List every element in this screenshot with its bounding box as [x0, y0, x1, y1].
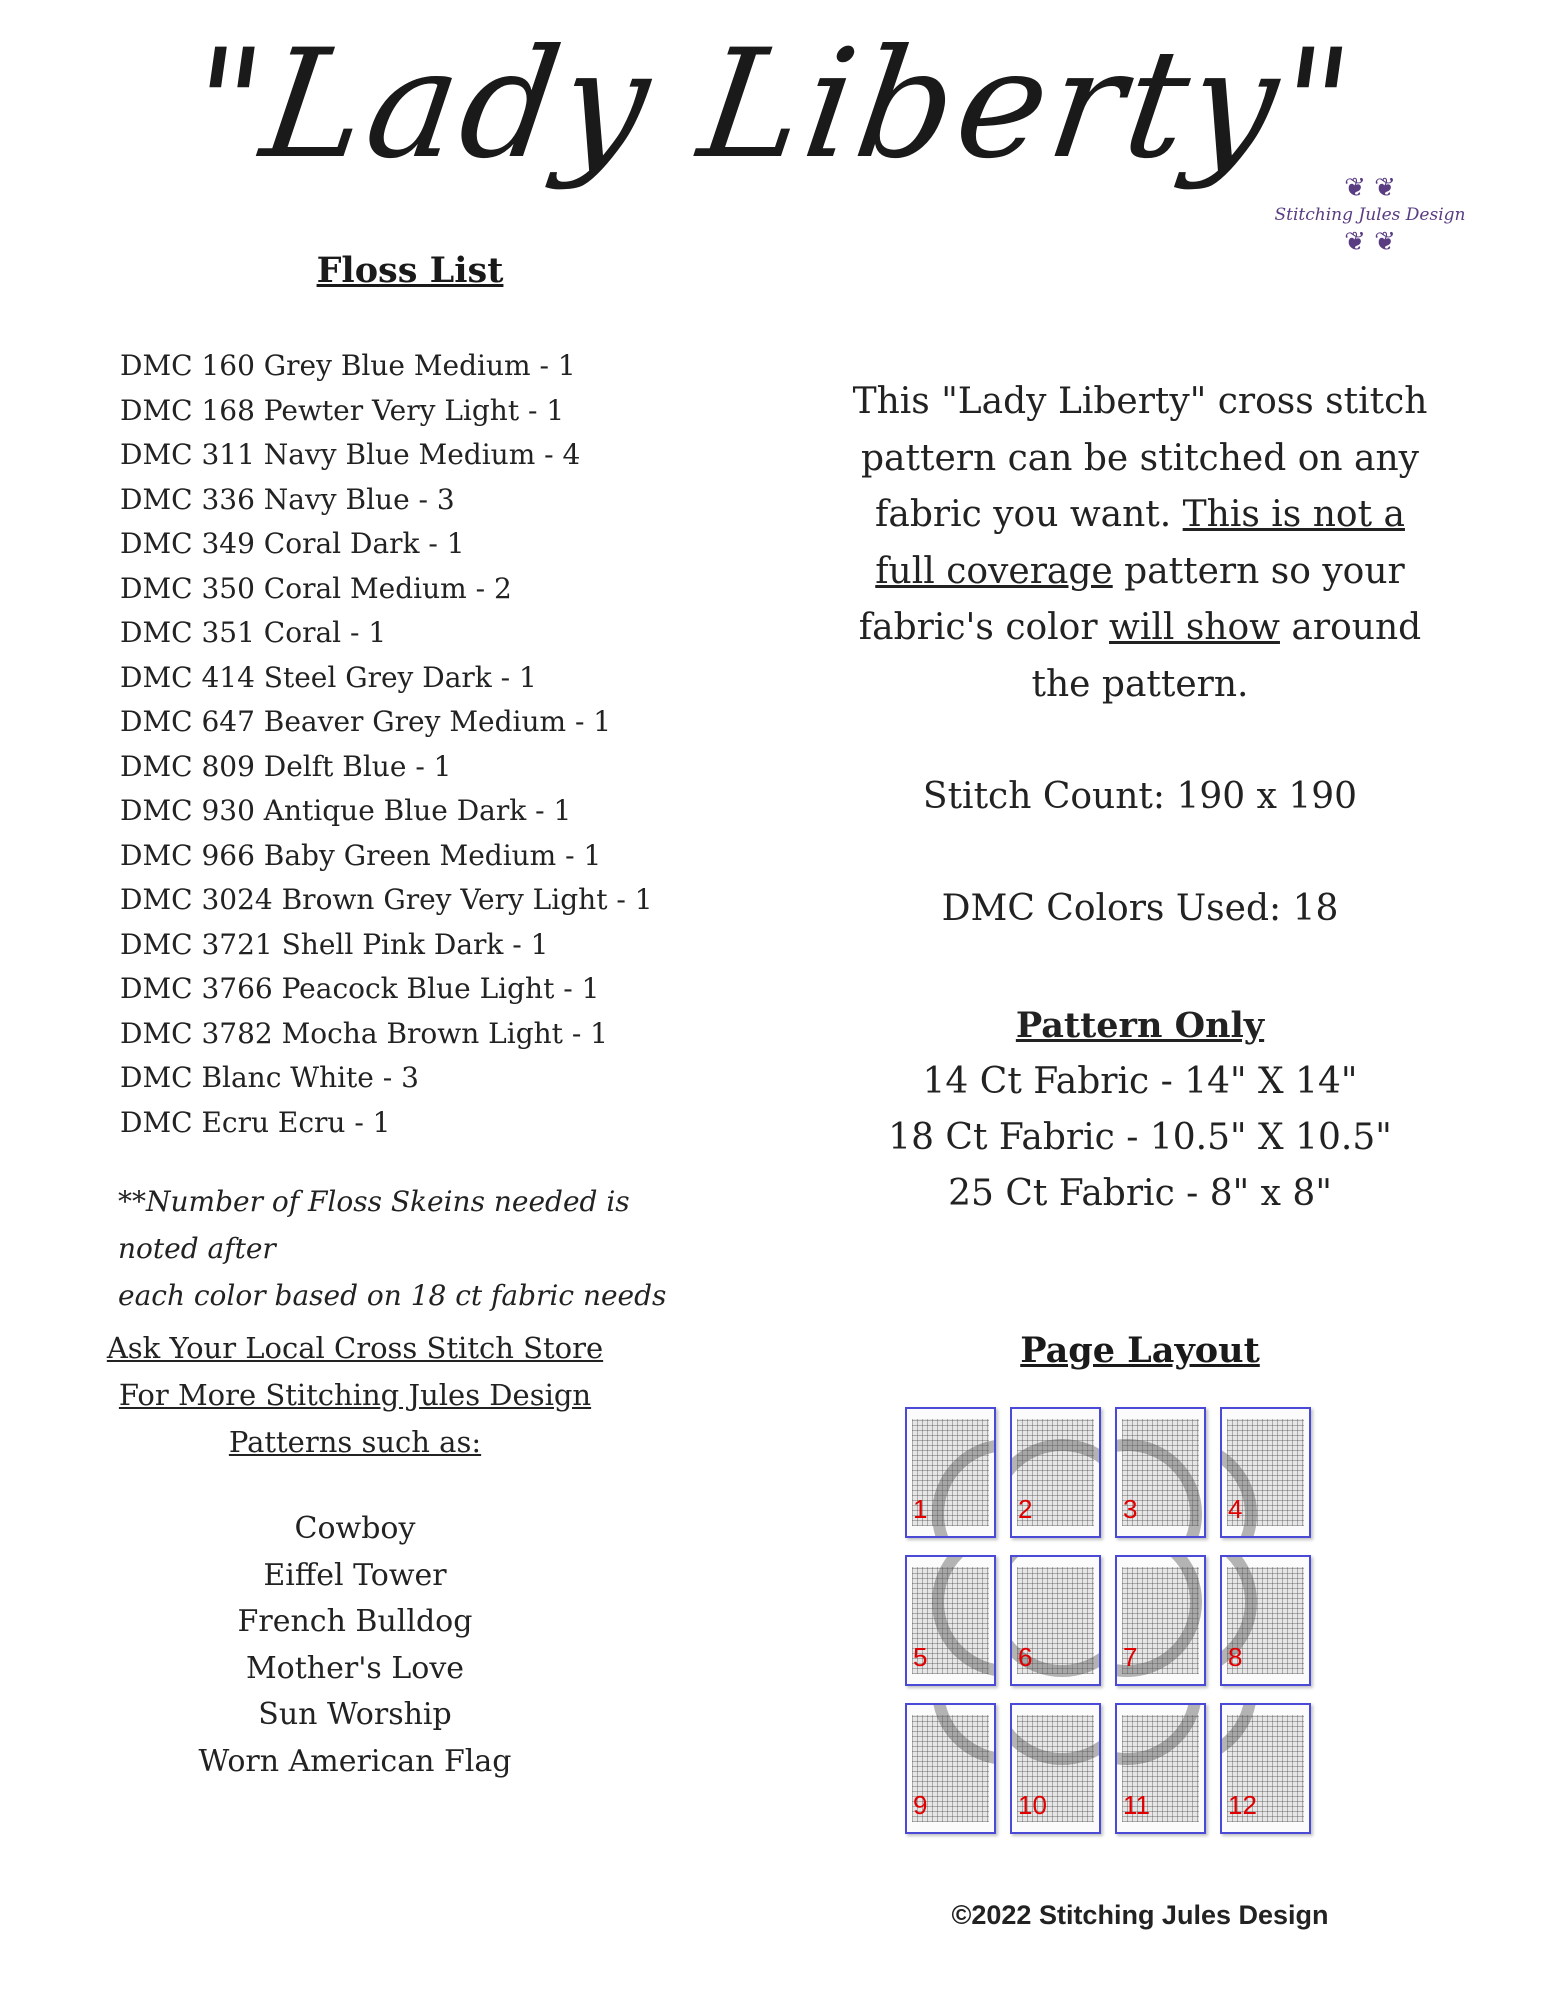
description-text: pattern so your fabric's color: [858, 550, 1405, 648]
floss-item: DMC 168 Pewter Very Light - 1: [120, 393, 565, 427]
floss-list-heading: Floss List: [316, 250, 504, 291]
pattern-description: [840, 374, 1440, 713]
skein-note: [118, 1178, 718, 1319]
description-text: This "Lady Liberty" cross stitch pattern can be stitched on any fabric you want.: [852, 381, 1428, 535]
page-thumbnail: [1220, 1407, 1311, 1538]
pattern-name: Sun Worship: [258, 1697, 452, 1732]
document-title: "Lady Liberty": [179, 18, 1366, 192]
floss-item: DMC 3766 Peacock Blue Light - 1: [120, 972, 600, 1005]
copyright-footer: ©2022 Stitching Jules Design: [951, 1900, 1329, 1930]
floss-item: DMC 3024 Brown Grey Very Light - 1: [120, 883, 653, 916]
description-underlined: will show: [1109, 607, 1280, 648]
page-thumbnail: [1220, 1703, 1311, 1834]
floss-item: DMC 809 Delft Blue - 1: [120, 749, 452, 783]
page-thumbnail: [1010, 1407, 1101, 1538]
pattern-name: Eiffel Tower: [263, 1557, 447, 1593]
floss-list: [120, 344, 653, 1145]
swirl-ornament-icon: ❦ ❦: [1344, 173, 1396, 203]
floss-item: DMC Blanc White - 3: [120, 1061, 419, 1094]
floss-item: DMC Ecru Ecru - 1: [120, 1105, 391, 1139]
page-number: 5: [913, 1642, 928, 1672]
floss-item: DMC 311 Navy Blue Medium - 4: [120, 438, 581, 471]
page-thumbnail: [1115, 1703, 1206, 1834]
page-thumbnail: [1010, 1555, 1101, 1686]
page-number: 2: [1018, 1494, 1033, 1524]
pattern-name: Mother's Love: [245, 1650, 465, 1686]
page-number: 12: [1228, 1790, 1257, 1820]
description-underlined: This is not a full coverage: [875, 494, 1405, 592]
pattern-name: French Bulldog: [237, 1604, 473, 1639]
pattern-name: Cowboy: [294, 1511, 416, 1546]
ask-line: Patterns such as:: [228, 1425, 482, 1459]
other-patterns-list: [105, 1506, 605, 1785]
floss-item: DMC 3782 Mocha Brown Light - 1: [120, 1016, 608, 1050]
floss-item: DMC 647 Beaver Grey Medium - 1: [120, 705, 612, 738]
floss-item: DMC 349 Coral Dark - 1: [120, 527, 465, 560]
page-number: 6: [1018, 1642, 1033, 1672]
pattern-only-section: [840, 998, 1440, 1222]
fabric-size: 14 Ct Fabric - 14" X 14": [922, 1061, 1358, 1102]
floss-item: DMC 414 Steel Grey Dark - 1: [120, 660, 537, 694]
page-thumbnail: [1115, 1555, 1206, 1686]
page-layout-grid: [905, 1407, 1323, 1845]
floss-item: DMC 3721 Shell Pink Dark - 1: [120, 927, 549, 961]
ask-line: For More Stitching Jules Design: [118, 1378, 592, 1412]
page-thumbnail: [905, 1703, 996, 1834]
brand-logo: [1270, 175, 1470, 255]
page-thumbnail: [905, 1407, 996, 1538]
pattern-only-heading: Pattern Only: [1015, 1005, 1265, 1046]
page-number: 7: [1123, 1642, 1138, 1672]
page-number: 9: [913, 1790, 928, 1820]
page-thumbnail: [1115, 1407, 1206, 1538]
skein-note-line: **Number of Floss Skeins needed is noted after: [118, 1185, 630, 1265]
floss-item: DMC 966 Baby Green Medium - 1: [120, 838, 602, 872]
page-thumbnail: [1010, 1703, 1101, 1834]
page-number: 3: [1123, 1494, 1138, 1524]
page-number: 8: [1228, 1642, 1243, 1672]
floss-item: DMC 930 Antique Blue Dark - 1: [120, 794, 572, 827]
page-layout-heading: Page Layout: [1020, 1330, 1260, 1371]
skein-note-line: each color based on 18 ct fabric needs: [118, 1279, 667, 1312]
page-thumbnail: [1220, 1555, 1311, 1686]
swirl-ornament-icon: ❦ ❦: [1344, 227, 1396, 257]
ask-local-store: [105, 1325, 605, 1466]
fabric-size: 18 Ct Fabric - 10.5" X 10.5": [888, 1117, 1392, 1158]
logo-text: Stitching Jules Design: [1274, 205, 1466, 225]
page-number: 1: [913, 1494, 928, 1524]
page-thumbnail: [905, 1555, 996, 1686]
dmc-colors-used: DMC Colors Used: 18: [941, 888, 1339, 929]
floss-item: DMC 350 Coral Medium - 2: [120, 571, 512, 605]
page-number: 4: [1228, 1494, 1243, 1524]
floss-item: DMC 336 Navy Blue - 3: [120, 482, 455, 516]
floss-item: DMC 160 Grey Blue Medium - 1: [120, 349, 576, 382]
fabric-size: 25 Ct Fabric - 8" x 8": [948, 1173, 1332, 1214]
page-number: 11: [1123, 1790, 1150, 1820]
floss-item: DMC 351 Coral - 1: [120, 616, 387, 649]
ask-line: Ask Your Local Cross Stitch Store: [106, 1331, 604, 1365]
description-text: around the pattern.: [1031, 607, 1422, 705]
pattern-name: Worn American Flag: [198, 1743, 512, 1779]
page-number: 10: [1018, 1790, 1047, 1820]
stitch-count: Stitch Count: 190 x 190: [922, 776, 1358, 817]
